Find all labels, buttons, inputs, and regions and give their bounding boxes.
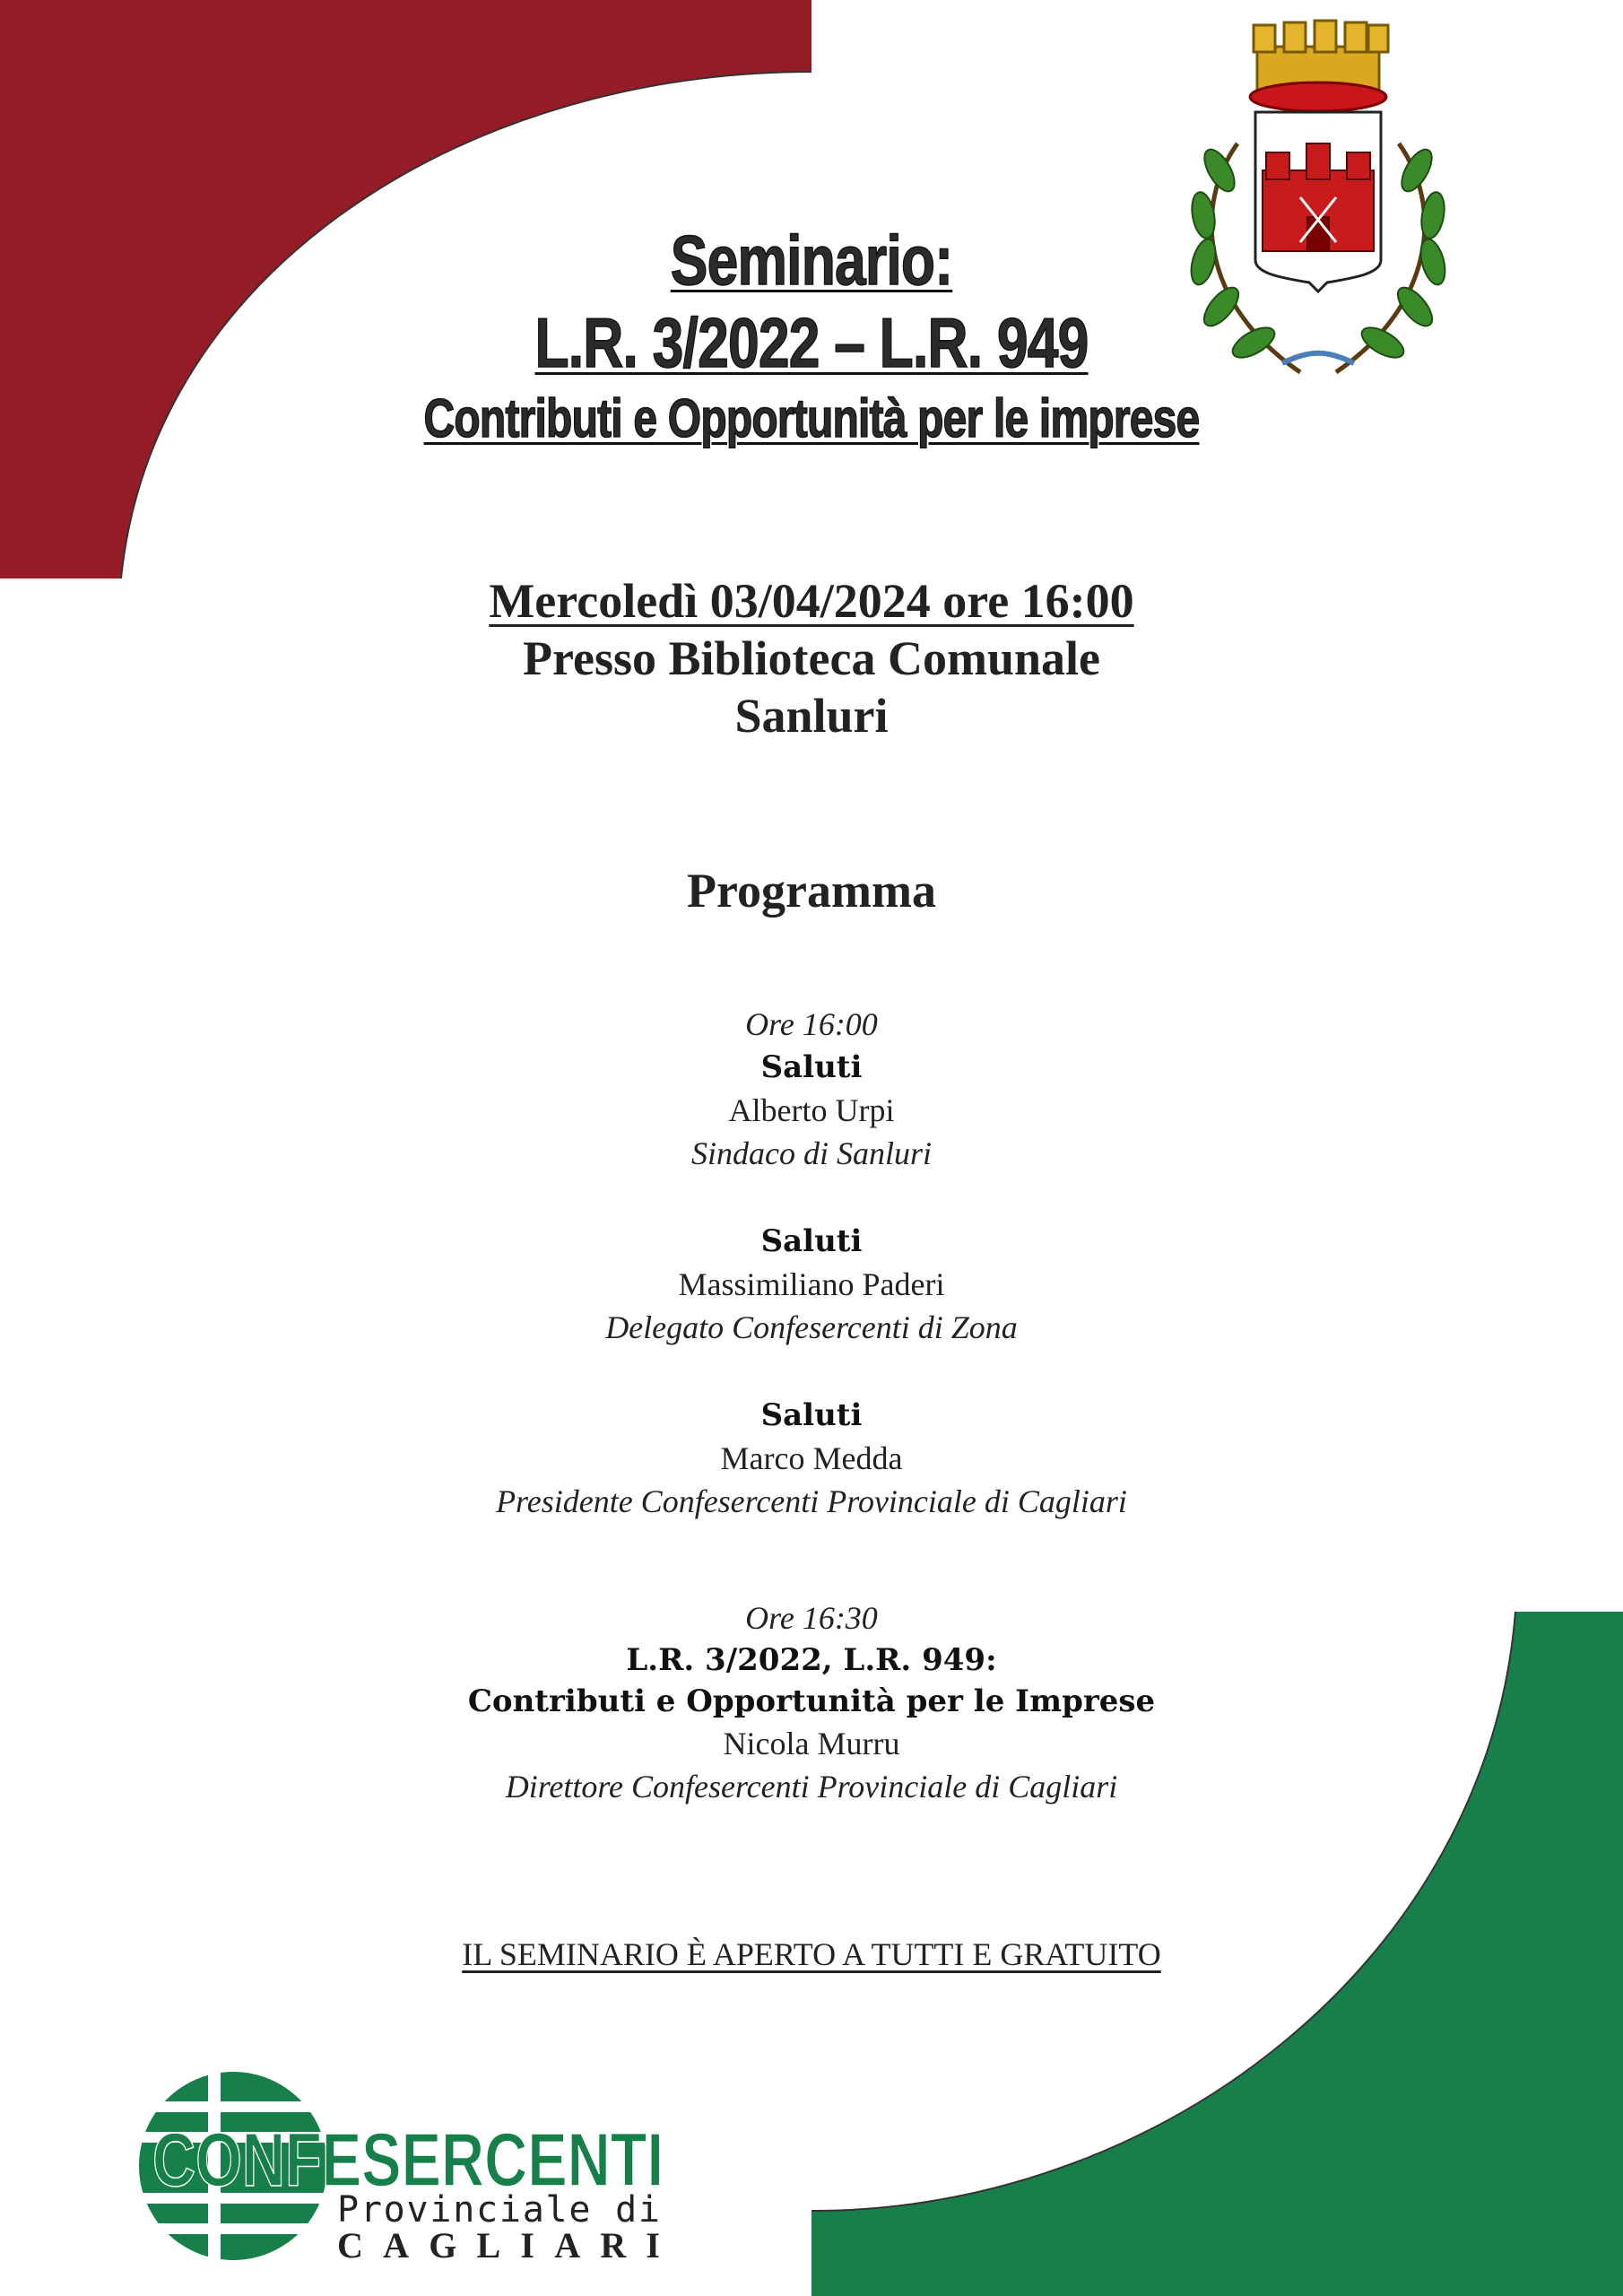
speaker-role: Presidente Confesercenti Provinciale di Cagliari (496, 1483, 1127, 1519)
free-entry-notice: IL SEMINARIO È APERTO A TUTTI E GRATUITO (462, 1936, 1161, 1972)
speaker-name: Massimiliano Paderi (678, 1266, 945, 1302)
seminar-law-title: L.R. 3/2022 – L.R. 949 (534, 302, 1089, 382)
program-heading: Programma (687, 864, 936, 918)
confesercenti-logo (135, 2067, 673, 2265)
speaker-role: Sindaco di Sanluri (691, 1135, 932, 1171)
event-info (0, 572, 1623, 744)
event-city: Sanluri (734, 689, 889, 743)
talk-speaker-name: Nicola Murru (723, 1726, 900, 1761)
seminar-title-block (269, 222, 1354, 448)
talk-speaker-role: Direttore Confesercenti Provinciale di Cagliari (505, 1769, 1118, 1805)
seminar-title: Seminario: (670, 221, 953, 300)
speaker-label: Saluti (760, 1223, 863, 1259)
speaker-role: Delegato Confesercenti di Zona (605, 1309, 1018, 1345)
event-venue: Presso Biblioteca Comunale (523, 631, 1100, 685)
speaker-label: Saluti (760, 1397, 863, 1433)
logo-provincial: Provinciale di (337, 2189, 660, 2231)
speaker-label: Saluti (760, 1049, 863, 1085)
event-date-time: Mercoledì 03/04/2024 ore 16:00 (489, 574, 1134, 628)
program-schedule (0, 1003, 1623, 1808)
program-time-2: Ore 16:30 (745, 1600, 878, 1636)
crown-icon (1250, 21, 1388, 111)
logo-city: CAGLIARI (337, 2225, 660, 2265)
speaker-name: Alberto Urpi (728, 1092, 895, 1128)
seminar-subtitle: Contributi e Opportunità per le imprese (423, 387, 1200, 448)
talk-title-line2: Contributi e Opportunità per le Imprese (467, 1683, 1156, 1719)
talk-title-line1: L.R. 3/2022, L.R. 949: (626, 1642, 997, 1678)
logo-brand: CONFESERCENTI (152, 2118, 664, 2202)
speaker-name: Marco Medda (720, 1440, 903, 1476)
program-time-1: Ore 16:00 (745, 1006, 878, 1042)
